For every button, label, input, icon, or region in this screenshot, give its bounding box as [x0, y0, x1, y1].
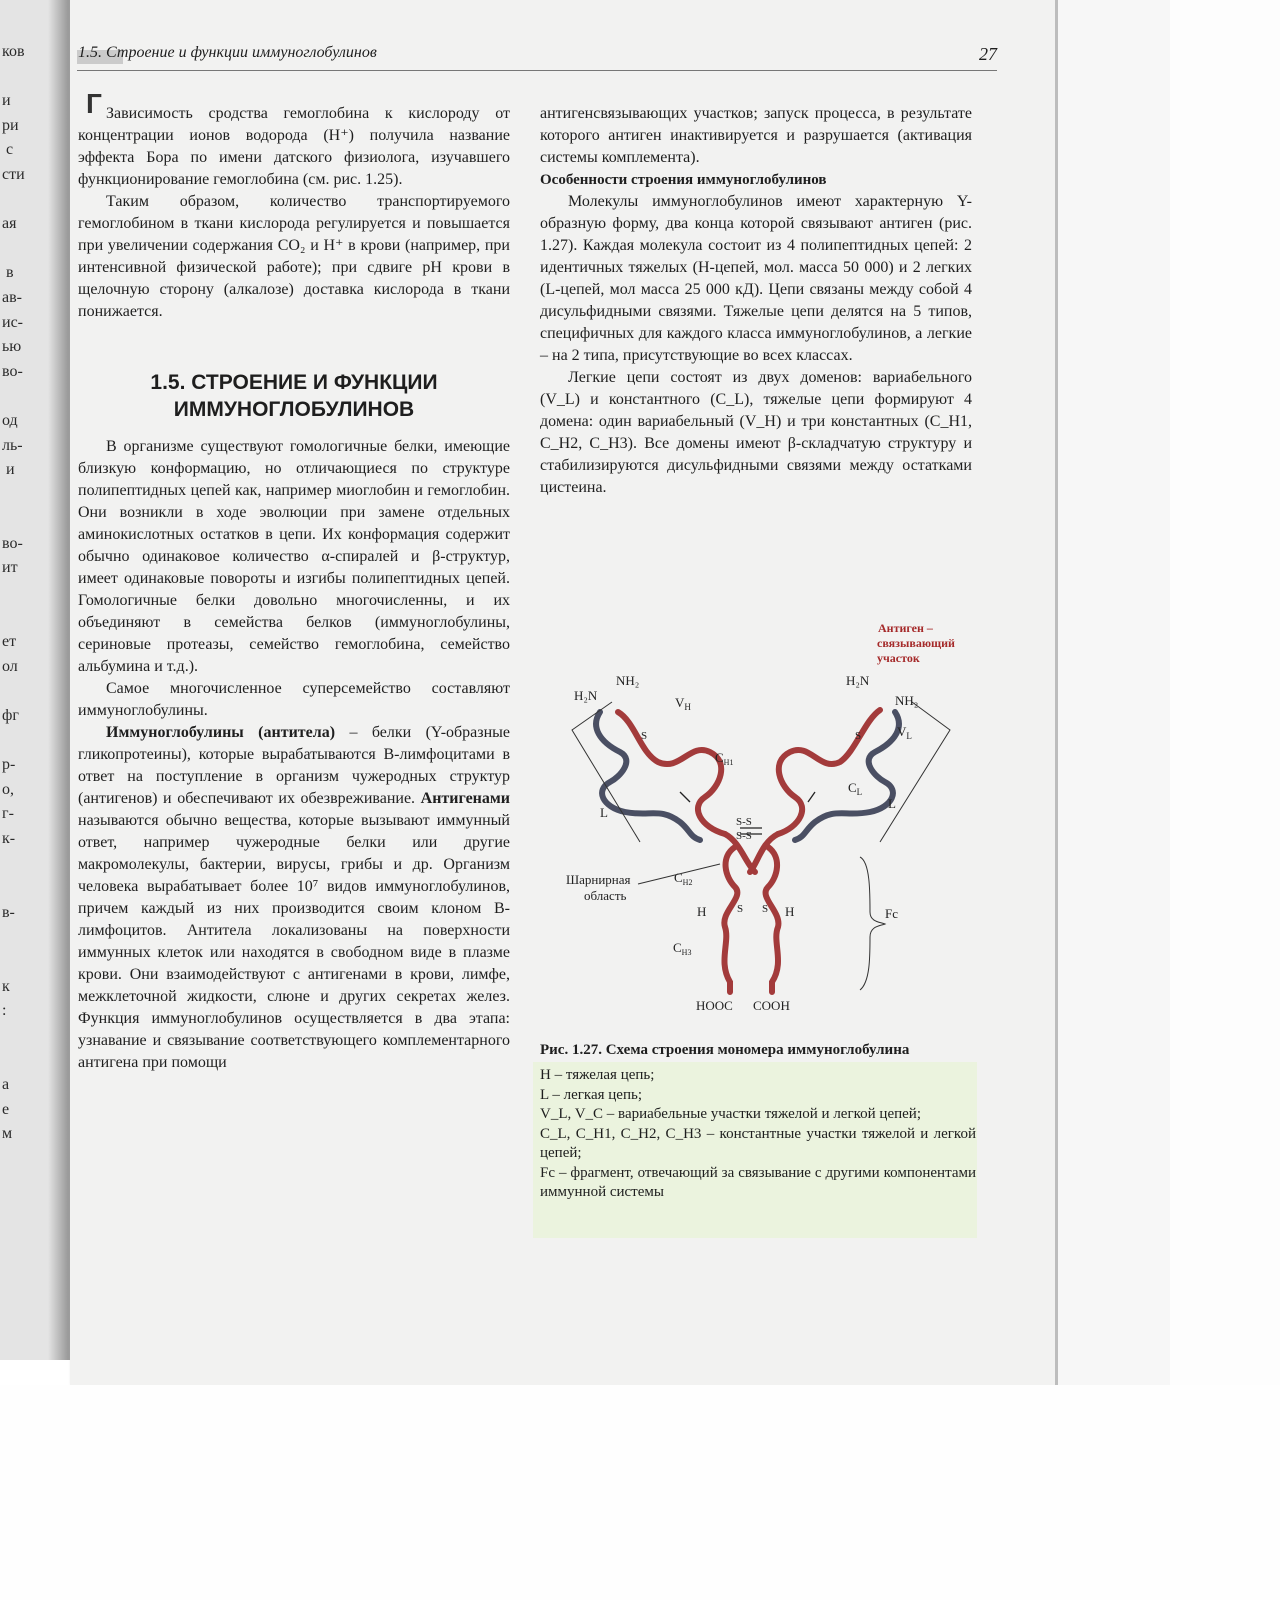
text-span: – белки (Y-образные гликопротеины), которые вырабатываются В-лимфоцитами в ответ на поступление в организм чужеродных структур (антигенов) и обеспечивают их обезвреживание.: [78, 724, 511, 807]
legend-line: V_L, V_C – вариабельные участки тяжелой и легкой цепей;: [540, 1106, 921, 1122]
figure-legend: [540, 1066, 976, 1203]
nh2-right: NH₂: [895, 693, 919, 708]
previous-page-text: ков и ри с сти ая в ав- ис- ью во- од ль- и во- ит ет ол фг р- о, г- к- в- к : а е м: [2, 43, 25, 1143]
ch3-sub: H3: [681, 948, 692, 957]
page-number: 27: [979, 44, 997, 64]
scanner-bottom: [0, 1385, 1280, 1600]
legend-line: L – легкая цепь;: [540, 1086, 642, 1103]
hinge-label-line-1: Шарнирная: [566, 872, 631, 887]
cl-sub: L: [856, 787, 863, 797]
nh2-left: NH₂: [616, 673, 640, 688]
ch3-letter: C: [673, 940, 682, 955]
term-antigens: Антигенами: [420, 790, 510, 807]
cl-label: [848, 780, 862, 797]
s-label: S: [737, 903, 744, 915]
l-label-left: L: [600, 805, 608, 820]
vh-label: [675, 695, 691, 712]
immunoglobulin-diagram: [540, 612, 980, 1022]
cl-letter: C: [848, 780, 857, 795]
antigen-label-line-3: участок: [877, 651, 920, 665]
antigen-label-line-2: связывающий: [877, 636, 955, 650]
under-page: [1058, 0, 1170, 1390]
figure-caption: Рис. 1.27. Схема строения мономера иммуноглобулина: [540, 1042, 910, 1058]
left-column: [78, 103, 510, 1074]
ch1-label: [715, 750, 733, 767]
paragraph-oxygen-transport: Таким образом, количество транспортируемого гемоглобином в ткани кислорода регулируется и повышается при увеличении содержания CO₂ и H⁺ в крови (например, при интенсивной физической работе); при сдвиге pH крови в щелочную сторону (алкалозе) доставка кислорода в ткани понижается.: [78, 193, 510, 320]
light-chain-right: [795, 712, 899, 840]
paragraph-domains: Легкие цепи состоят из двух доменов: вариабельного (V_L) и константного (C_L), тяжелые цепи формируют 4 домена: один вариабельный (V_H) и три константных (C_H1, C_H2, C_H3). Все домены имеют β-складчатую структуру и стабилизируются дисульфидными связями между остатками цистеина.: [540, 369, 972, 496]
ch1-sub: H1: [723, 758, 734, 767]
h2n-left: H₂N: [574, 688, 598, 703]
legend-line: Fc – фрагмент, отвечающий за связывание с другими компонентами иммунной системы: [540, 1164, 976, 1200]
text-span: называются обычно вещества, которые вызывают иммунный ответ, например чужеродные белки или другие макромолекулы, бактерии, вирусы, грибы и др. Организм человека вырабатывает более 10⁷ видов иммуноглобулинов, причем каждый из них производится своим клоном В-лимфоцитов. Антитела локализованы на поверхности иммунных клеток или находятся в свободном виде в плазме крови. Они взаимодействуют с антигенами в крови, лимфе, межклеточной жидкости, слюне и других секретах желез. Функция иммуноглобулинов осуществляется в два этапа: узнавание и связывание соответствующего комплементарного антигена при помощи: [78, 812, 510, 1071]
vl-label: [897, 724, 912, 741]
paragraph-continued: антигенсвязывающих участков; запуск процесса, в результате которого антиген инактивируется и разрушается (активация системы комплемента).: [540, 105, 972, 166]
fc-label: Fc: [885, 906, 898, 921]
bracket-mark: Г: [86, 88, 102, 119]
paragraph-superfamily: Самое многочисленное суперсемейство составляют иммуноглобулины.: [78, 680, 510, 719]
term-immunoglobulins: Иммуноглобулины (антитела): [106, 724, 336, 741]
paragraph-immunoglobulins: [78, 722, 510, 1074]
paragraph-homologous-proteins: В организме существуют гомологичные белки, имеющие близкую конформацию, но отличающиеся по структуре полипептидных цепей как, например миоглобин и гемоглобин. Они возникли в ходе эволюции при замене отдельных аминокислотных остатков в цепи. Их конформация содержит обычно одинаковое количество α-спиралей и β-структур, имеет одинаковые повороты и изгибы полипептидных цепей. Гомологичные белки довольно многочисленны, и их объединяют в семейства белков (иммуноглобулины, сериновые протеазы, семейство гемоглобина, семейство альбумина и т.д.).: [78, 438, 510, 675]
s-label: S: [762, 903, 769, 915]
vh-sub: H: [684, 702, 691, 712]
hooc-label: HOOC: [696, 998, 733, 1013]
s-label: S: [855, 730, 862, 742]
ch2-sub: H2: [682, 878, 693, 887]
vl-letter: V: [897, 724, 907, 739]
page-header: [77, 44, 997, 68]
h-label-right: H: [785, 904, 795, 919]
ss-label: S-S: [736, 830, 752, 842]
hinge-label-line-2: область: [584, 888, 627, 903]
legend-line: C_L, C_H1, C_H2, C_H3 – константные участки тяжелой и легкой цепей;: [540, 1125, 976, 1161]
section-title: [78, 369, 510, 423]
ch2-letter: C: [674, 870, 683, 885]
cooh-label: COOH: [753, 998, 790, 1013]
legend-line: H – тяжелая цепь;: [540, 1067, 655, 1083]
section-title-line-1: 1.5. СТРОЕНИЕ И ФУНКЦИИ: [150, 371, 438, 394]
ch1-letter: C: [715, 750, 724, 765]
antigen-label-line-1: Антиген –: [878, 621, 933, 635]
header-rule: [77, 70, 997, 71]
right-column: [540, 103, 972, 499]
scanner-margin: [1170, 0, 1280, 1600]
paragraph-y-shape: Молекулы иммуноглобулинов имеют характерную Y-образную форму, два конца которой связывают антиген (рис. 1.27). Каждая молекула состоит из 4 полипептидных цепей: 2 идентичных тяжелых (H-цепей, мол. масса 50 000) и 2 легких (L-цепей, мол масса 25 000 кД). Цепи связаны между собой 4 дисульфидными связями. Тяжелые цепи делятся на 5 типов, специфичных для каждого класса иммуноглобулинов, а легкие – на 2 типа, присутствующие во всех классах.: [540, 193, 972, 364]
bracket-l-left: [572, 702, 950, 990]
l-label-right: L: [888, 796, 896, 811]
section-title-line-2: ИММУНОГЛОБУЛИНОВ: [173, 398, 415, 421]
ss-label: S-S: [736, 816, 752, 828]
h2n-right: H₂N: [846, 673, 870, 688]
running-title: 1.5. Строение и функции иммуноглобулинов: [78, 44, 377, 61]
vh-letter: V: [675, 695, 685, 710]
s-label: S: [641, 730, 648, 742]
light-chain-left: [596, 712, 700, 840]
subheading-structure: Особенности строения иммуноглобулинов: [540, 172, 827, 188]
vl-sub: L: [906, 731, 912, 741]
h-label-left: H: [697, 904, 707, 919]
disulfide-labels: [641, 730, 861, 915]
paragraph-bohr-effect: Зависимость сродства гемоглобина к кислороду от концентрации ионов водорода (H⁺) получила название эффекта Бора по имени датского физиолога, изучавшего функционирование гемоглобина (см. рис. 1.25).: [78, 105, 510, 188]
ch3-label: [673, 940, 691, 957]
